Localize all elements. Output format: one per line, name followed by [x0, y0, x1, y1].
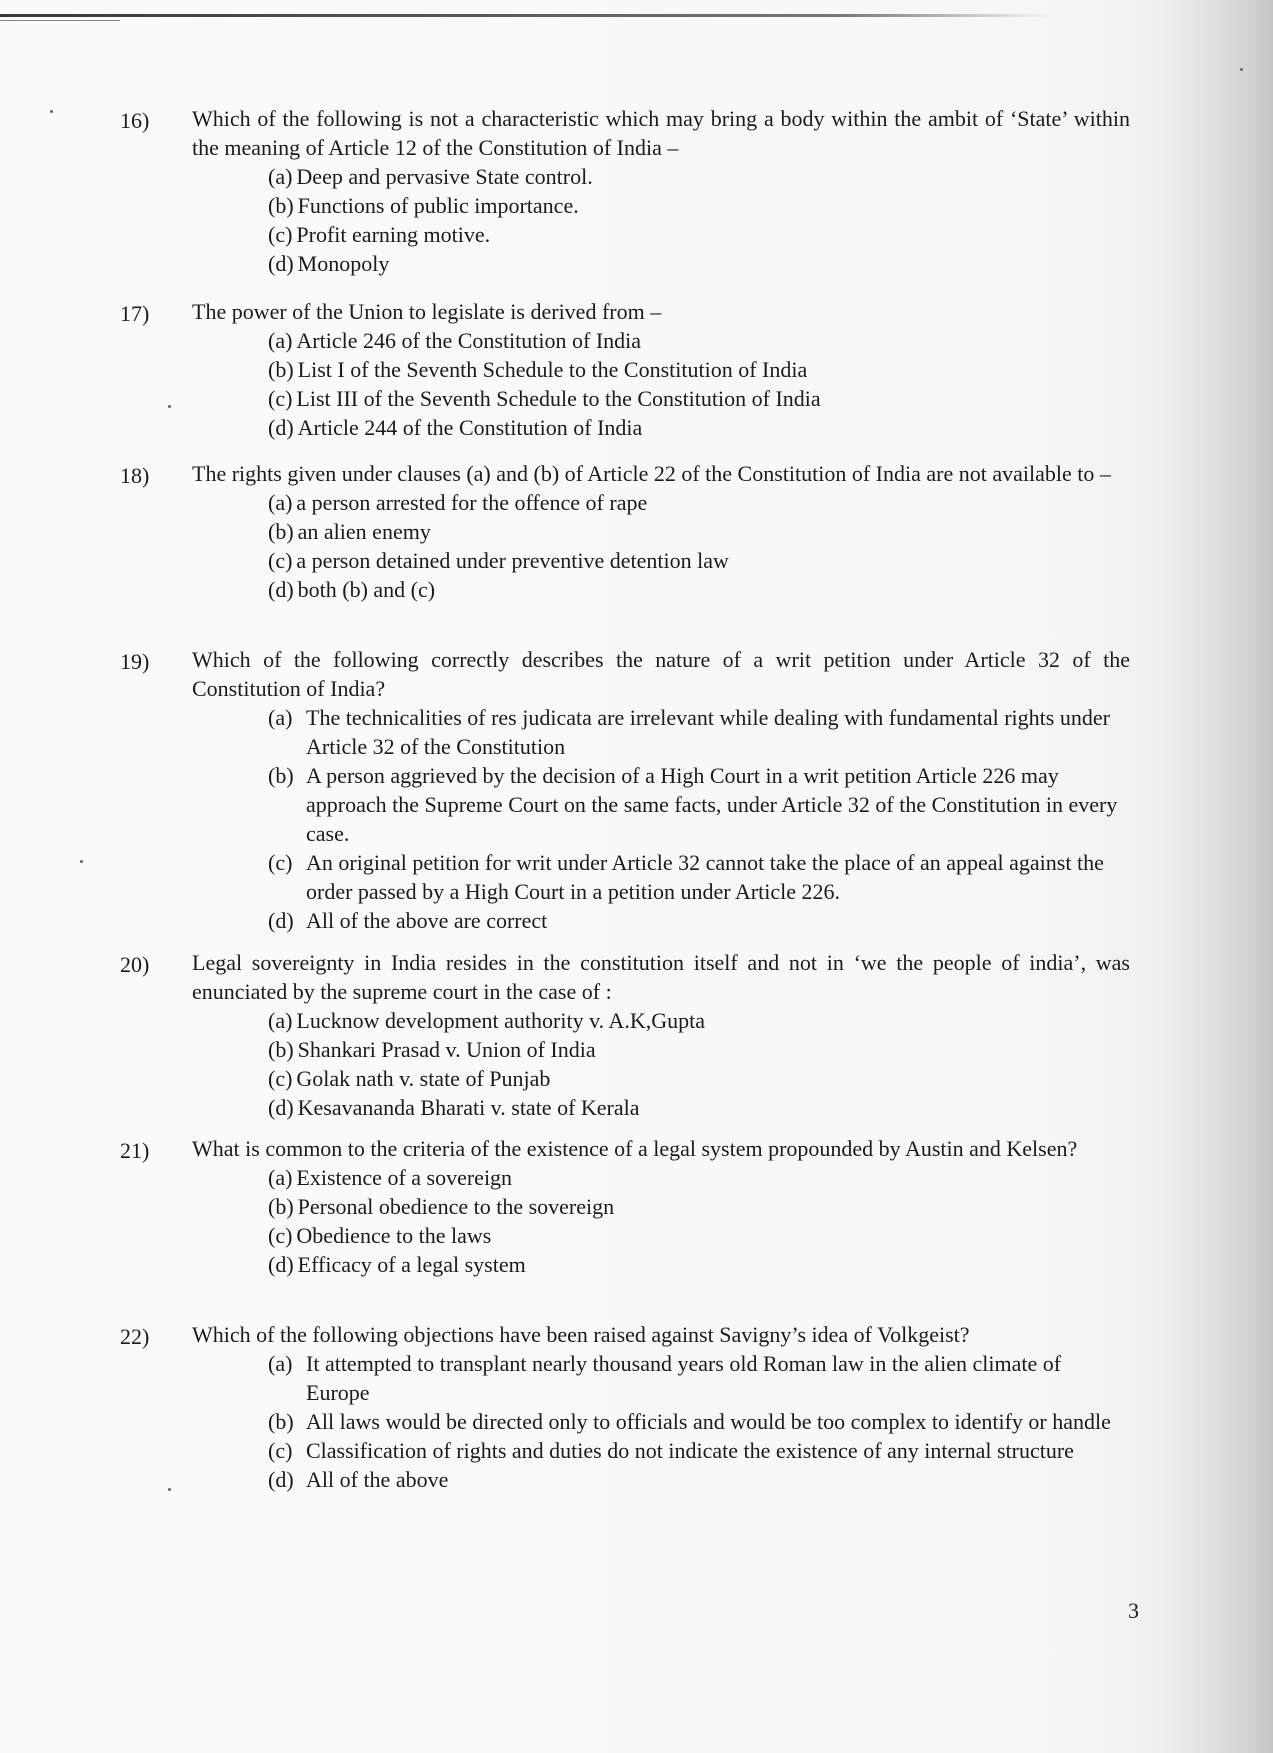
question-number: 21) — [120, 1138, 150, 1163]
option-item — [268, 1192, 1130, 1221]
question-number: 18) — [120, 463, 150, 488]
option-item — [268, 355, 1130, 384]
option-item — [268, 413, 1130, 442]
option-text: It attempted to transplant nearly thousand years old Roman law in the alien climate of Europe — [306, 1351, 1062, 1405]
option-text: Monopoly — [297, 251, 390, 276]
option-text: Golak nath v. state of Punjab — [296, 1066, 551, 1091]
option-item — [268, 220, 1130, 249]
option-letter: (a) — [268, 1351, 293, 1376]
option-item — [268, 761, 1130, 848]
option-list — [268, 1349, 1130, 1494]
question-16 — [120, 104, 1130, 278]
question-20 — [120, 948, 1130, 1122]
question-21 — [120, 1134, 1130, 1279]
option-letter: (c) — [268, 386, 293, 411]
option-letter: (d) — [268, 577, 294, 602]
option-text: Existence of a sovereign — [296, 1165, 513, 1190]
option-letter: (b) — [268, 193, 294, 218]
option-text: All of the above are correct — [306, 908, 548, 933]
scan-speck — [50, 110, 53, 113]
option-letter: (d) — [268, 415, 294, 440]
option-letter: (c) — [268, 1066, 293, 1091]
option-letter: (c) — [268, 850, 293, 875]
question-22 — [120, 1320, 1130, 1494]
option-text: Functions of public importance. — [297, 193, 579, 218]
option-item — [268, 1465, 1130, 1494]
option-text: A person aggrieved by the decision of a High Court in a writ petition Article 226 may approach the Supreme Court on the same facts, under Article 32 of the Constitution in every case. — [306, 763, 1118, 846]
option-item — [268, 488, 1130, 517]
option-item — [268, 1436, 1130, 1465]
question-text: Which of the following correctly describes the nature of a writ petition under Article 32 of the Constitution of India? — [192, 647, 1130, 701]
option-list — [268, 326, 1130, 442]
scan-speck — [1240, 68, 1243, 71]
question-number: 20) — [120, 952, 150, 977]
option-item — [268, 848, 1130, 906]
option-list — [268, 703, 1130, 935]
option-text: List III of the Seventh Schedule to the Constitution of India — [296, 386, 821, 411]
question-number: 16) — [120, 108, 150, 133]
option-letter: (b) — [268, 519, 294, 544]
question-number: 17) — [120, 301, 150, 326]
option-text: both (b) and (c) — [297, 577, 436, 602]
option-item — [268, 546, 1130, 575]
option-item — [268, 1221, 1130, 1250]
option-letter: (a) — [268, 328, 293, 353]
option-item — [268, 1407, 1130, 1436]
option-text: Deep and pervasive State control. — [296, 164, 593, 189]
option-text: Lucknow development authority v. A.K,Gupta — [296, 1008, 705, 1033]
question-number: 19) — [120, 649, 150, 674]
option-text: a person arrested for the offence of rape — [296, 490, 648, 515]
option-text: an alien enemy — [297, 519, 431, 544]
page-number: 3 — [1128, 1598, 1139, 1623]
option-text: Efficacy of a legal system — [297, 1252, 526, 1277]
option-item — [268, 162, 1130, 191]
option-text: Article 244 of the Constitution of India — [297, 415, 643, 440]
option-text: List I of the Seventh Schedule to the Constitution of India — [297, 357, 808, 382]
option-text: All laws would be directed only to officials and would be too complex to identify or handle — [306, 1409, 1111, 1434]
option-letter: (b) — [268, 357, 294, 382]
option-text: Shankari Prasad v. Union of India — [297, 1037, 596, 1062]
option-letter: (b) — [268, 1037, 294, 1062]
option-item — [268, 703, 1130, 761]
option-item — [268, 1006, 1130, 1035]
scan-edge-shadow — [1163, 0, 1273, 1753]
option-letter: (a) — [268, 1008, 293, 1033]
question-text: The power of the Union to legislate is derived from – — [192, 299, 662, 324]
option-letter: (c) — [268, 548, 293, 573]
option-item — [268, 1035, 1130, 1064]
scan-top-rule — [0, 14, 1050, 17]
option-letter: (a) — [268, 490, 293, 515]
option-item — [268, 191, 1130, 220]
option-text: An original petition for writ under Article 32 cannot take the place of an appeal against the order passed by a High Court in a petition under Article 226. — [306, 850, 1104, 904]
option-item — [268, 1163, 1130, 1192]
option-letter: (d) — [268, 908, 294, 933]
question-17 — [120, 297, 1130, 442]
option-letter: (b) — [268, 1194, 294, 1219]
option-item — [268, 384, 1130, 413]
option-item — [268, 1250, 1130, 1279]
option-text: Obedience to the laws — [296, 1223, 492, 1248]
option-text: Profit earning motive. — [296, 222, 491, 247]
option-letter: (a) — [268, 164, 293, 189]
option-text: Classification of rights and duties do not indicate the existence of any internal structure — [306, 1438, 1074, 1463]
option-text: Kesavananda Bharati v. state of Kerala — [297, 1095, 640, 1120]
option-item — [268, 575, 1130, 604]
question-text: Legal sovereignty in India resides in the constitution itself and not in ‘we the people of india’, was enunciated by the supreme court in the case of : — [192, 950, 1130, 1004]
option-letter: (c) — [268, 1438, 293, 1463]
option-item — [268, 1064, 1130, 1093]
option-text: Article 246 of the Constitution of India — [296, 328, 642, 353]
option-item — [268, 906, 1130, 935]
option-item — [268, 326, 1130, 355]
option-letter: (d) — [268, 1095, 294, 1120]
option-text: All of the above — [306, 1467, 449, 1492]
question-text: What is common to the criteria of the existence of a legal system propounded by Austin and Kelsen? — [192, 1136, 1078, 1161]
option-letter: (b) — [268, 1409, 294, 1434]
option-list — [268, 1163, 1130, 1279]
option-list — [268, 162, 1130, 278]
option-text: Personal obedience to the sovereign — [297, 1194, 615, 1219]
option-list — [268, 1006, 1130, 1122]
option-letter: (d) — [268, 1252, 294, 1277]
question-text: The rights given under clauses (a) and (b) of Article 22 of the Constitution of India are not available to – — [192, 461, 1111, 486]
option-letter: (d) — [268, 1467, 294, 1492]
option-letter: (c) — [268, 222, 293, 247]
option-letter: (a) — [268, 1165, 293, 1190]
scan-top-rule-thin — [0, 20, 120, 21]
question-number: 22) — [120, 1324, 150, 1349]
option-item — [268, 1349, 1130, 1407]
option-letter: (c) — [268, 1223, 293, 1248]
option-item — [268, 517, 1130, 546]
option-text: The technicalities of res judicata are irrelevant while dealing with fundamental rights under Article 32 of the Constitution — [306, 705, 1110, 759]
scan-speck — [80, 860, 83, 863]
option-list — [268, 488, 1130, 604]
option-item — [268, 1093, 1130, 1122]
question-19 — [120, 645, 1130, 935]
question-text: Which of the following is not a characteristic which may bring a body within the ambit of ‘State’ within the meaning of Article 12 of the Constitution of India – — [192, 106, 1130, 160]
question-text: Which of the following objections have been raised against Savigny’s idea of Volkgeist? — [192, 1322, 970, 1347]
question-18 — [120, 459, 1130, 604]
option-letter: (a) — [268, 705, 293, 730]
option-text: a person detained under preventive detention law — [296, 548, 729, 573]
option-item — [268, 249, 1130, 278]
option-letter: (b) — [268, 763, 294, 788]
option-letter: (d) — [268, 251, 294, 276]
